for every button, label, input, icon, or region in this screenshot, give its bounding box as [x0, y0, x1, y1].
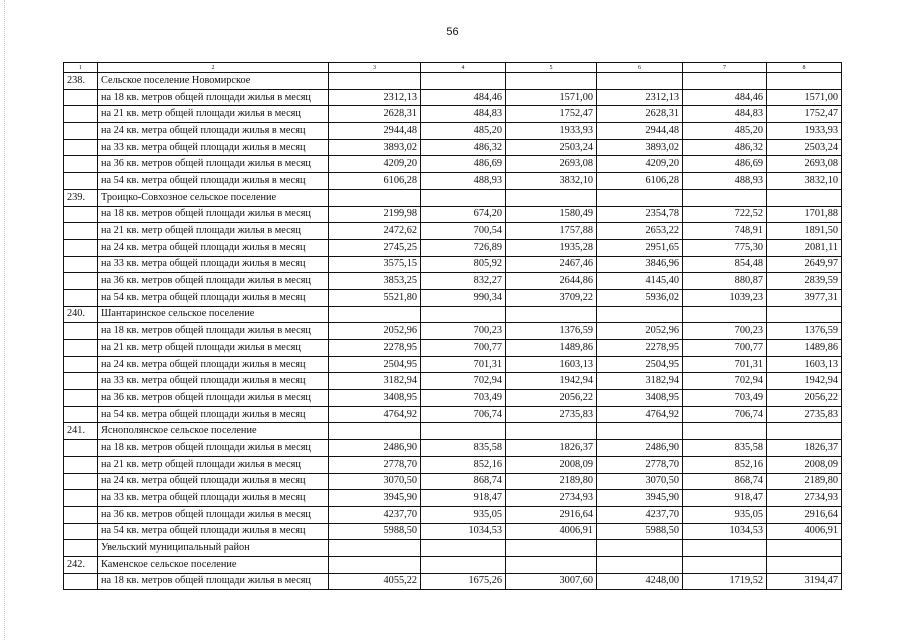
value-cell: 4006,91 — [506, 523, 597, 540]
empty-cell — [329, 73, 421, 90]
empty-cell — [683, 556, 767, 573]
value-cell: 486,69 — [421, 156, 506, 173]
value-cell: 1826,37 — [767, 440, 842, 457]
value-cell: 4209,20 — [597, 156, 683, 173]
value-cell: 485,20 — [683, 123, 767, 140]
empty-cell — [64, 289, 98, 306]
column-header: 3 — [329, 63, 421, 73]
empty-cell — [683, 540, 767, 557]
section-row — [64, 73, 842, 90]
empty-cell — [64, 256, 98, 273]
table-row — [64, 373, 842, 390]
value-cell: 4006,91 — [767, 523, 842, 540]
row-label: на 54 кв. метра общей площади жилья в месяц — [98, 523, 329, 540]
value-cell: 3709,22 — [506, 289, 597, 306]
row-label: на 33 кв. метра общей площади жилья в месяц — [98, 373, 329, 390]
row-label: на 18 кв. метров общей площади жилья в месяц — [98, 206, 329, 223]
value-cell: 1571,00 — [506, 89, 597, 106]
row-label: на 21 кв. метр общей площади жилья в месяц — [98, 223, 329, 240]
value-cell: 486,69 — [683, 156, 767, 173]
value-cell: 3977,31 — [767, 289, 842, 306]
value-cell: 4237,70 — [329, 506, 421, 523]
empty-cell — [64, 340, 98, 357]
row-label: на 33 кв. метра общей площади жилья в месяц — [98, 139, 329, 156]
value-cell: 2734,93 — [506, 490, 597, 507]
value-cell: 2278,95 — [329, 340, 421, 357]
table-row — [64, 406, 842, 423]
empty-cell — [64, 573, 98, 590]
empty-cell — [421, 73, 506, 90]
empty-cell — [64, 356, 98, 373]
column-header: 1 — [64, 63, 98, 73]
value-cell: 700,23 — [683, 323, 767, 340]
value-cell: 3893,02 — [597, 139, 683, 156]
table-row — [64, 106, 842, 123]
row-label: на 33 кв. метра общей площади жилья в месяц — [98, 256, 329, 273]
value-cell: 484,83 — [683, 106, 767, 123]
value-cell: 485,20 — [421, 123, 506, 140]
empty-cell — [64, 173, 98, 190]
value-cell: 852,16 — [683, 456, 767, 473]
section-name: Яснополянское сельское поселение — [98, 423, 329, 440]
empty-cell — [421, 423, 506, 440]
value-cell: 2467,46 — [506, 256, 597, 273]
empty-cell — [329, 306, 421, 323]
empty-cell — [506, 556, 597, 573]
table-row — [64, 156, 842, 173]
value-cell: 935,05 — [421, 506, 506, 523]
value-cell: 2504,95 — [597, 356, 683, 373]
value-cell: 1580,49 — [506, 206, 597, 223]
value-cell: 3408,95 — [597, 390, 683, 407]
table-row — [64, 323, 842, 340]
table-header-row — [64, 63, 842, 73]
value-cell: 3853,25 — [329, 273, 421, 290]
value-cell: 722,52 — [683, 206, 767, 223]
value-cell: 3575,15 — [329, 256, 421, 273]
empty-cell — [597, 556, 683, 573]
value-cell: 1039,23 — [683, 289, 767, 306]
empty-cell — [64, 223, 98, 240]
empty-cell — [767, 556, 842, 573]
empty-cell — [597, 306, 683, 323]
section-name: Шантаринское сельское поселение — [98, 306, 329, 323]
value-cell: 835,58 — [421, 440, 506, 457]
value-cell: 4764,92 — [329, 406, 421, 423]
section-name: Сельское поселение Новомирское — [98, 73, 329, 90]
value-cell: 1933,93 — [506, 123, 597, 140]
table-row — [64, 256, 842, 273]
section-name: Троицко-Совхозное сельское поселение — [98, 189, 329, 206]
section-number: 239. — [64, 189, 98, 206]
value-cell: 852,16 — [421, 456, 506, 473]
value-cell: 2735,83 — [506, 406, 597, 423]
value-cell: 702,94 — [421, 373, 506, 390]
row-label: на 24 кв. метра общей площади жилья в месяц — [98, 239, 329, 256]
value-cell: 484,46 — [421, 89, 506, 106]
value-cell: 868,74 — [683, 473, 767, 490]
value-cell: 3846,96 — [597, 256, 683, 273]
empty-cell — [767, 423, 842, 440]
value-cell: 990,34 — [421, 289, 506, 306]
row-label: на 24 кв. метра общей площади жилья в месяц — [98, 356, 329, 373]
empty-cell — [64, 373, 98, 390]
value-cell: 2081,11 — [767, 239, 842, 256]
value-cell: 2056,22 — [767, 390, 842, 407]
empty-cell — [767, 306, 842, 323]
value-cell: 5988,50 — [597, 523, 683, 540]
value-cell: 484,46 — [683, 89, 767, 106]
empty-cell — [64, 206, 98, 223]
empty-cell — [64, 139, 98, 156]
value-cell: 1034,53 — [421, 523, 506, 540]
value-cell: 6106,28 — [597, 173, 683, 190]
column-header: 8 — [767, 63, 842, 73]
value-cell: 674,20 — [421, 206, 506, 223]
value-cell: 2008,09 — [506, 456, 597, 473]
value-cell: 484,83 — [421, 106, 506, 123]
value-cell: 1603,13 — [506, 356, 597, 373]
value-cell: 486,32 — [683, 139, 767, 156]
table-row — [64, 490, 842, 507]
empty-cell — [64, 323, 98, 340]
value-cell: 2312,13 — [329, 89, 421, 106]
empty-cell — [597, 189, 683, 206]
table-row — [64, 139, 842, 156]
value-cell: 2916,64 — [767, 506, 842, 523]
value-cell: 1757,88 — [506, 223, 597, 240]
empty-cell — [597, 73, 683, 90]
value-cell: 2312,13 — [597, 89, 683, 106]
value-cell: 2503,24 — [767, 139, 842, 156]
value-cell: 1571,00 — [767, 89, 842, 106]
row-label: на 21 кв. метр общей площади жилья в месяц — [98, 106, 329, 123]
value-cell: 2778,70 — [597, 456, 683, 473]
value-cell: 2628,31 — [329, 106, 421, 123]
section-number: 241. — [64, 423, 98, 440]
value-cell: 700,77 — [683, 340, 767, 357]
value-cell: 3893,02 — [329, 139, 421, 156]
value-cell: 2693,08 — [506, 156, 597, 173]
section-row — [64, 189, 842, 206]
table-row — [64, 273, 842, 290]
value-cell: 5936,02 — [597, 289, 683, 306]
row-label: на 33 кв. метра общей площади жилья в месяц — [98, 490, 329, 507]
section-number — [64, 540, 98, 557]
empty-cell — [64, 506, 98, 523]
empty-cell — [64, 123, 98, 140]
value-cell: 748,91 — [683, 223, 767, 240]
value-cell: 1701,88 — [767, 206, 842, 223]
value-cell: 2278,95 — [597, 340, 683, 357]
value-cell: 1719,52 — [683, 573, 767, 590]
value-cell: 726,89 — [421, 239, 506, 256]
value-cell: 2951,65 — [597, 239, 683, 256]
value-cell: 488,93 — [421, 173, 506, 190]
table-row — [64, 239, 842, 256]
value-cell: 2052,96 — [329, 323, 421, 340]
value-cell: 5988,50 — [329, 523, 421, 540]
value-cell: 3070,50 — [597, 473, 683, 490]
row-label: на 36 кв. метров общей площади жилья в месяц — [98, 506, 329, 523]
value-cell: 2472,62 — [329, 223, 421, 240]
empty-cell — [683, 189, 767, 206]
section-number: 240. — [64, 306, 98, 323]
value-cell: 2944,48 — [329, 123, 421, 140]
value-cell: 2778,70 — [329, 456, 421, 473]
value-cell: 2503,24 — [506, 139, 597, 156]
column-header: 5 — [506, 63, 597, 73]
column-header: 4 — [421, 63, 506, 73]
row-label: на 18 кв. метров общей площади жилья в месяц — [98, 89, 329, 106]
empty-cell — [506, 73, 597, 90]
table-row — [64, 456, 842, 473]
empty-cell — [421, 306, 506, 323]
value-cell: 1752,47 — [767, 106, 842, 123]
value-cell: 4055,22 — [329, 573, 421, 590]
value-cell: 2056,22 — [506, 390, 597, 407]
row-label: на 54 кв. метра общей площади жилья в месяц — [98, 173, 329, 190]
value-cell: 3945,90 — [597, 490, 683, 507]
empty-cell — [64, 273, 98, 290]
value-cell: 1376,59 — [506, 323, 597, 340]
value-cell: 2189,80 — [767, 473, 842, 490]
empty-cell — [64, 156, 98, 173]
empty-cell — [597, 540, 683, 557]
section-number: 238. — [64, 73, 98, 90]
row-label: на 54 кв. метра общей площади жилья в месяц — [98, 406, 329, 423]
value-cell: 1933,93 — [767, 123, 842, 140]
empty-cell — [421, 189, 506, 206]
column-header: 2 — [98, 63, 329, 73]
empty-cell — [421, 556, 506, 573]
value-cell: 2199,98 — [329, 206, 421, 223]
value-cell: 2052,96 — [597, 323, 683, 340]
empty-cell — [506, 306, 597, 323]
value-cell: 1891,50 — [767, 223, 842, 240]
section-number: 242. — [64, 556, 98, 573]
value-cell: 2916,64 — [506, 506, 597, 523]
empty-cell — [329, 189, 421, 206]
row-label: на 54 кв. метра общей площади жилья в месяц — [98, 289, 329, 306]
value-cell: 835,58 — [683, 440, 767, 457]
table-row — [64, 473, 842, 490]
value-cell: 4237,70 — [597, 506, 683, 523]
empty-cell — [64, 89, 98, 106]
value-cell: 2653,22 — [597, 223, 683, 240]
page-number: 56 — [446, 26, 459, 38]
value-cell: 918,47 — [421, 490, 506, 507]
section-name: Каменское сельское поселение — [98, 556, 329, 573]
value-cell: 2486,90 — [597, 440, 683, 457]
value-cell: 935,05 — [683, 506, 767, 523]
row-label: на 21 кв. метр общей площади жилья в месяц — [98, 340, 329, 357]
row-label: на 21 кв. метр общей площади жилья в месяц — [98, 456, 329, 473]
table-row — [64, 206, 842, 223]
value-cell: 2486,90 — [329, 440, 421, 457]
empty-cell — [506, 423, 597, 440]
value-cell: 2504,95 — [329, 356, 421, 373]
value-cell: 3182,94 — [597, 373, 683, 390]
empty-cell — [64, 490, 98, 507]
value-cell: 703,49 — [683, 390, 767, 407]
empty-cell — [329, 556, 421, 573]
row-label: на 36 кв. метров общей площади жилья в месяц — [98, 273, 329, 290]
value-cell: 700,23 — [421, 323, 506, 340]
value-cell: 2628,31 — [597, 106, 683, 123]
value-cell: 4209,20 — [329, 156, 421, 173]
value-cell: 1034,53 — [683, 523, 767, 540]
value-cell: 4248,00 — [597, 573, 683, 590]
table-row — [64, 440, 842, 457]
value-cell: 832,27 — [421, 273, 506, 290]
value-cell: 1376,59 — [767, 323, 842, 340]
value-cell: 706,74 — [421, 406, 506, 423]
empty-cell — [64, 239, 98, 256]
value-cell: 6106,28 — [329, 173, 421, 190]
section-row — [64, 423, 842, 440]
value-cell: 701,31 — [421, 356, 506, 373]
value-cell: 2008,09 — [767, 456, 842, 473]
value-cell: 2354,78 — [597, 206, 683, 223]
table-row — [64, 356, 842, 373]
value-cell: 1603,13 — [767, 356, 842, 373]
section-name: Увельский муниципальный район — [98, 540, 329, 557]
value-cell: 880,87 — [683, 273, 767, 290]
value-cell: 706,74 — [683, 406, 767, 423]
value-cell: 1935,28 — [506, 239, 597, 256]
empty-cell — [64, 473, 98, 490]
empty-cell — [767, 540, 842, 557]
row-label: на 36 кв. метров общей площади жилья в месяц — [98, 390, 329, 407]
empty-cell — [64, 456, 98, 473]
empty-cell — [64, 523, 98, 540]
row-label: на 24 кв. метра общей площади жилья в месяц — [98, 473, 329, 490]
value-cell: 1942,94 — [767, 373, 842, 390]
table-row — [64, 523, 842, 540]
value-cell: 1826,37 — [506, 440, 597, 457]
empty-cell — [64, 390, 98, 407]
value-cell: 2693,08 — [767, 156, 842, 173]
empty-cell — [421, 540, 506, 557]
value-cell: 5521,80 — [329, 289, 421, 306]
empty-cell — [683, 306, 767, 323]
value-cell: 2944,48 — [597, 123, 683, 140]
empty-cell — [597, 423, 683, 440]
value-cell: 2734,93 — [767, 490, 842, 507]
value-cell: 1942,94 — [506, 373, 597, 390]
empty-cell — [506, 189, 597, 206]
empty-cell — [683, 423, 767, 440]
row-label: на 36 кв. метров общей площади жилья в месяц — [98, 156, 329, 173]
value-cell: 1489,86 — [767, 340, 842, 357]
table-row — [64, 123, 842, 140]
scan-edge — [4, 0, 5, 640]
value-cell: 2649,97 — [767, 256, 842, 273]
tariff-table — [63, 62, 842, 590]
table-row — [64, 223, 842, 240]
value-cell: 1489,86 — [506, 340, 597, 357]
value-cell: 3007,60 — [506, 573, 597, 590]
table-row — [64, 340, 842, 357]
table-row — [64, 89, 842, 106]
row-label: на 18 кв. метров общей площади жилья в месяц — [98, 323, 329, 340]
value-cell: 4764,92 — [597, 406, 683, 423]
value-cell: 2735,83 — [767, 406, 842, 423]
value-cell: 805,92 — [421, 256, 506, 273]
row-label: на 24 кв. метра общей площади жилья в месяц — [98, 123, 329, 140]
empty-cell — [506, 540, 597, 557]
empty-cell — [329, 423, 421, 440]
value-cell: 1752,47 — [506, 106, 597, 123]
column-header: 7 — [683, 63, 767, 73]
row-label: на 18 кв. метров общей площади жилья в месяц — [98, 440, 329, 457]
table-row — [64, 390, 842, 407]
section-row — [64, 306, 842, 323]
table-row — [64, 173, 842, 190]
section-row — [64, 556, 842, 573]
value-cell: 486,32 — [421, 139, 506, 156]
section-row — [64, 540, 842, 557]
empty-cell — [329, 540, 421, 557]
value-cell: 3070,50 — [329, 473, 421, 490]
value-cell: 2839,59 — [767, 273, 842, 290]
value-cell: 3194,47 — [767, 573, 842, 590]
value-cell: 3945,90 — [329, 490, 421, 507]
value-cell: 1675,26 — [421, 573, 506, 590]
value-cell: 868,74 — [421, 473, 506, 490]
value-cell: 702,94 — [683, 373, 767, 390]
value-cell: 918,47 — [683, 490, 767, 507]
empty-cell — [683, 73, 767, 90]
value-cell: 701,31 — [683, 356, 767, 373]
table-row — [64, 573, 842, 590]
value-cell: 488,93 — [683, 173, 767, 190]
empty-cell — [767, 189, 842, 206]
empty-cell — [64, 106, 98, 123]
value-cell: 3832,10 — [767, 173, 842, 190]
value-cell: 4145,40 — [597, 273, 683, 290]
value-cell: 703,49 — [421, 390, 506, 407]
table-row — [64, 289, 842, 306]
value-cell: 3408,95 — [329, 390, 421, 407]
empty-cell — [767, 73, 842, 90]
table-row — [64, 506, 842, 523]
value-cell: 2745,25 — [329, 239, 421, 256]
value-cell: 2189,80 — [506, 473, 597, 490]
value-cell: 2644,86 — [506, 273, 597, 290]
value-cell: 700,54 — [421, 223, 506, 240]
column-header: 6 — [597, 63, 683, 73]
value-cell: 3182,94 — [329, 373, 421, 390]
value-cell: 3832,10 — [506, 173, 597, 190]
empty-cell — [64, 440, 98, 457]
value-cell: 775,30 — [683, 239, 767, 256]
row-label: на 18 кв. метров общей площади жилья в месяц — [98, 573, 329, 590]
value-cell: 700,77 — [421, 340, 506, 357]
empty-cell — [64, 406, 98, 423]
value-cell: 854,48 — [683, 256, 767, 273]
